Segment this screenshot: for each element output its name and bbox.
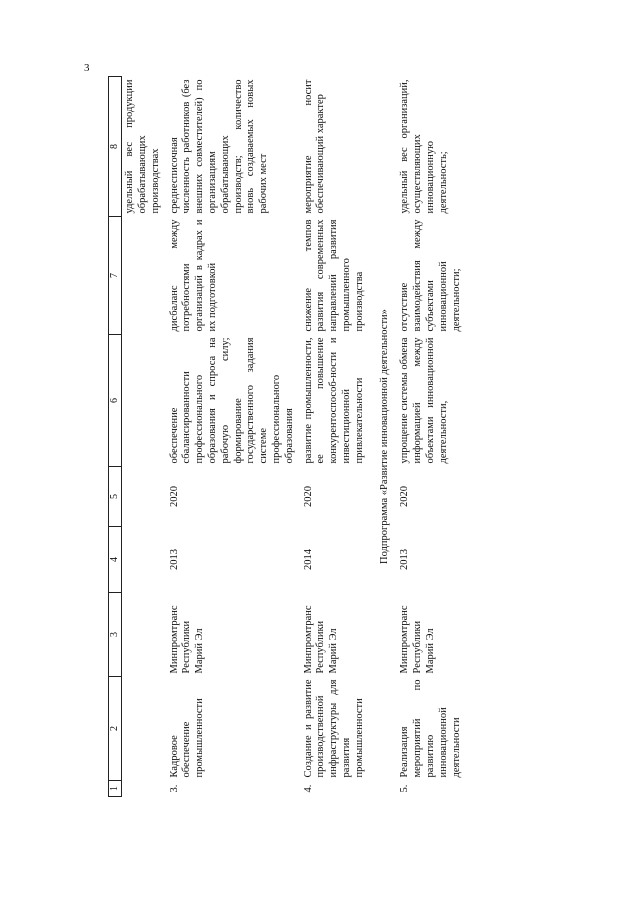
start-year-cell: 2013	[168, 549, 180, 570]
subprogram-title: Подпрограмма «Развитие инновационной деятельности»	[378, 309, 390, 564]
column-number-header-row	[109, 77, 122, 797]
indicator-cell: среднесписочная численность работников (без внешних совместителей) по организациям обрабатывающих производств; количество вновь создаваемых новых рабочих мест	[168, 79, 270, 214]
risk-cell: снижение темпов развития современных направлений развития промышленного производства	[302, 219, 365, 332]
indicator-continuation-cell: удельный вес продукции обрабатывающих производствах	[124, 79, 161, 214]
executor-cell: Минпромтранс Республики Марий Эл	[168, 605, 206, 674]
column-number: 7	[109, 217, 122, 335]
indicator-cell: мероприятие носит обеспечивающий характер	[302, 79, 327, 214]
subprogram-title-row	[371, 77, 398, 797]
expected-result-cell: обеспечение сбалансированности профессионального образования и спроса на рабочую силу; формирование государственного задания системе профессионального образования	[168, 337, 295, 464]
continuation-row	[122, 77, 167, 797]
expected-result-cell: развитие промышленности, ее повышение конкурентоспособ-ности и инвестиционной привлекательности	[302, 337, 365, 464]
table-row	[301, 77, 371, 797]
column-number: 4	[109, 527, 122, 593]
measure-name-cell: Создание и развитие производственной инфраструктуры для развития промышленности	[302, 679, 365, 778]
row-number-cell: 5.	[399, 784, 411, 793]
expected-result-cell: упрощение системы обмена информацией между объектами инновационной деятельности,	[399, 337, 449, 464]
row-number-cell: 3.	[168, 784, 180, 793]
indicator-cell: удельный вес организаций, осуществляющих инновационную деятельность;	[399, 79, 449, 214]
row-number-cell: 4.	[302, 784, 314, 793]
page-number: 3	[84, 62, 90, 74]
table-row	[397, 77, 467, 797]
column-number: 6	[109, 335, 122, 467]
column-number: 8	[109, 77, 122, 217]
start-year-cell: 2013	[399, 549, 411, 570]
column-number: 1	[109, 781, 122, 797]
start-year-cell: 2014	[302, 549, 314, 570]
table-row	[167, 77, 301, 797]
measure-name-cell: Реализация мероприятий по развитию инновационной деятельности	[399, 679, 462, 778]
executor-cell: Минпромтранс Республики Марий Эл	[302, 605, 340, 674]
column-number: 2	[109, 677, 122, 781]
column-number: 5	[109, 467, 122, 527]
measure-name-cell: Кадровое обеспечение промышленности	[168, 698, 206, 778]
end-year-cell: 2020	[302, 486, 314, 507]
end-year-cell: 2020	[399, 486, 411, 507]
executor-cell: Минпромтранс Республики Марий Эл	[399, 605, 436, 674]
column-number: 3	[109, 593, 122, 677]
end-year-cell: 2020	[168, 486, 180, 507]
risk-cell: дисбаланс между потребностями организаций в кадрах и их подготовкой	[168, 219, 218, 332]
risk-cell: отсутствие взаимодействия между субъектами инновационной деятельности;	[399, 219, 462, 332]
rotated-table-container	[108, 77, 580, 797]
program-measures-table	[108, 76, 467, 797]
